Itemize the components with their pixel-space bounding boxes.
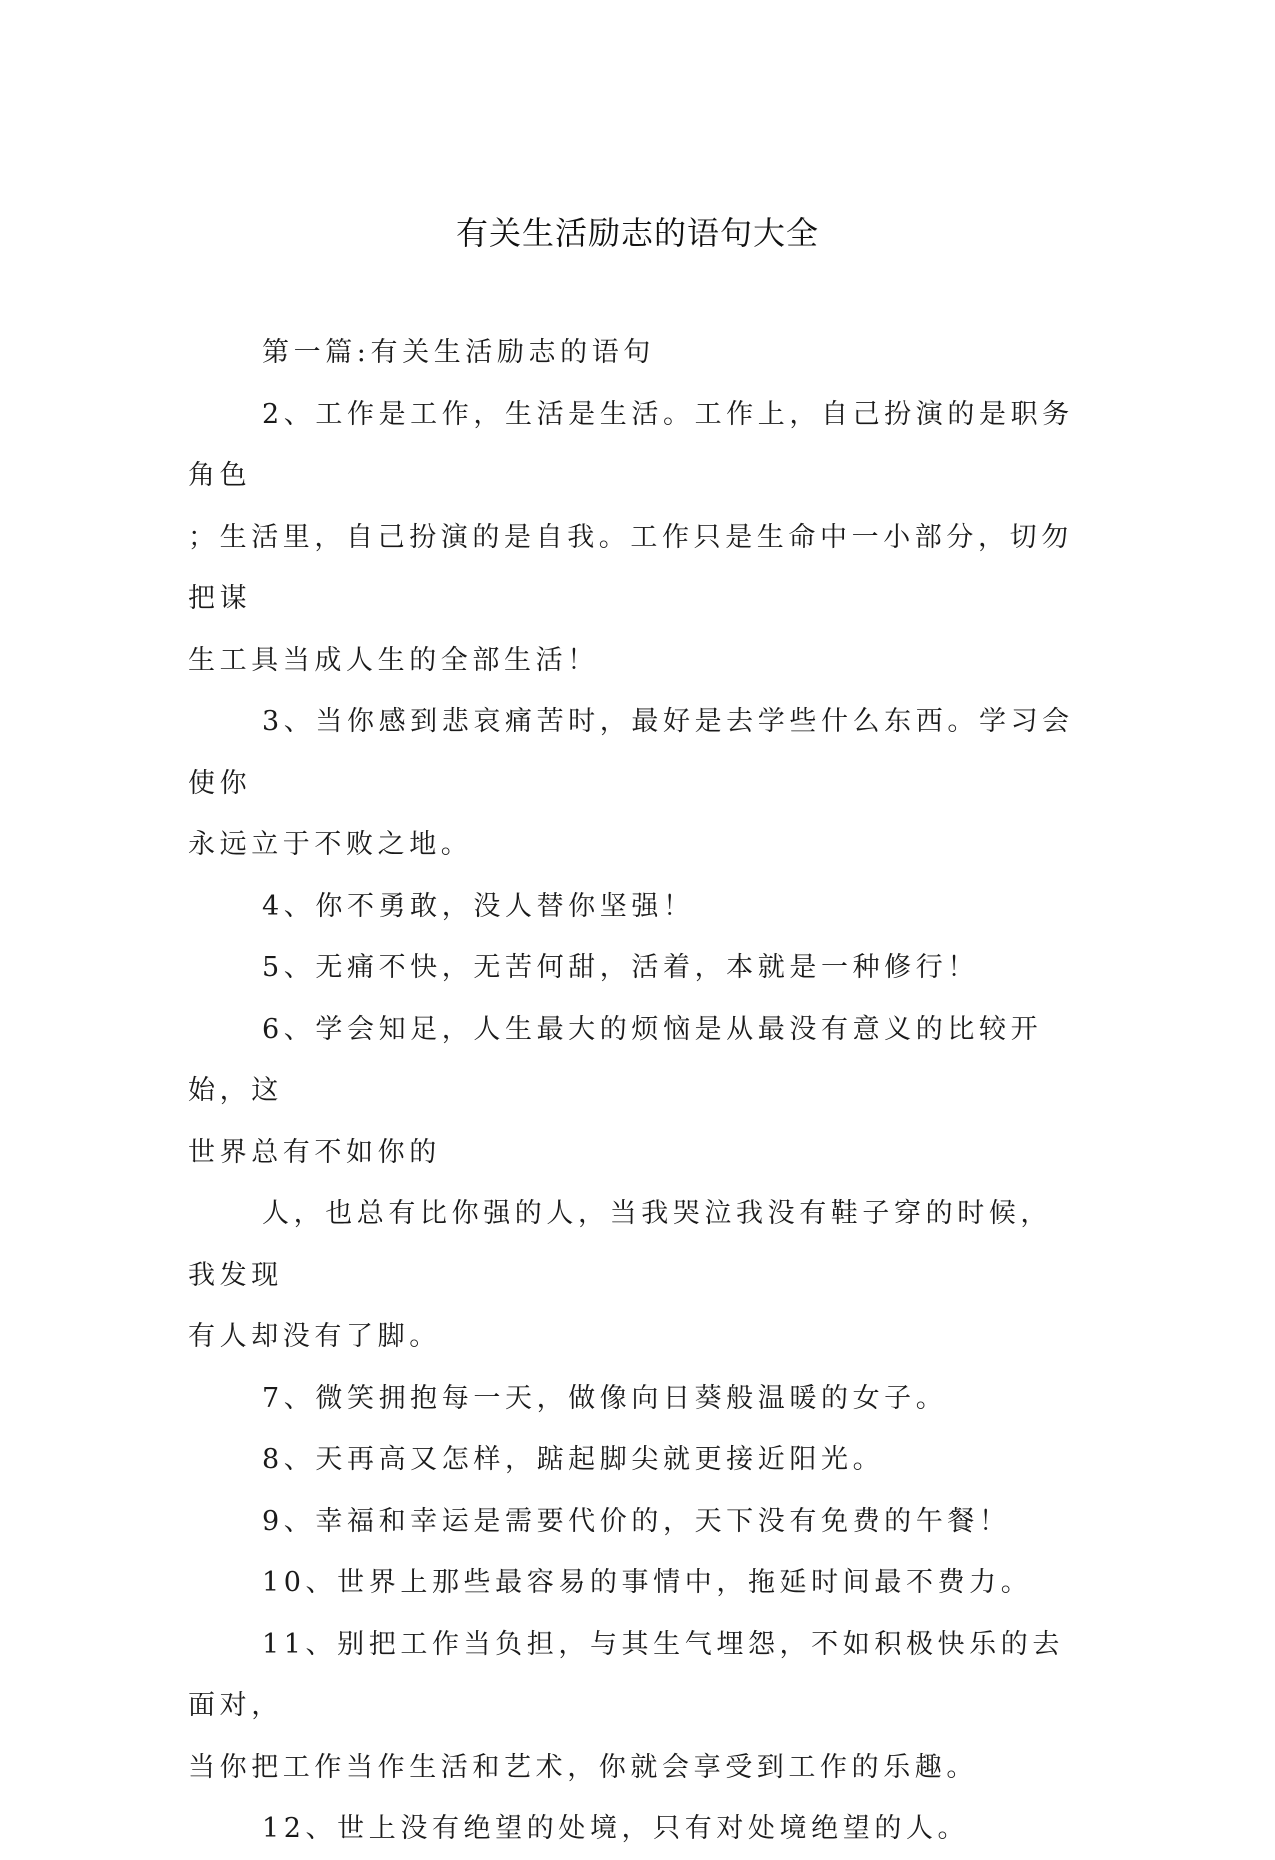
- paragraph-line: 4、你不勇敢，没人替你坚强！: [262, 890, 695, 922]
- paragraph: [188, 1368, 1078, 1430]
- paragraph-line: 8、天再高又怎样，踮起脚尖就更接近阳光。: [262, 1444, 885, 1475]
- paragraph-line: 6、学会知足，人生最大的烦恼是从最没有意义的比较开始，这: [188, 1013, 1043, 1106]
- paragraph-line: 12、世上没有绝望的处境，只有对处境绝望的人。: [262, 1813, 970, 1844]
- paragraph: [188, 1614, 1078, 1799]
- paragraph-line: 2、工作是工作，生活是生活。工作上，自己扮演的是职务角色: [188, 398, 1074, 491]
- document-title: 有关生活励志的语句大全: [455, 214, 819, 252]
- paragraph: [188, 1798, 1078, 1860]
- paragraph: [188, 999, 1078, 1184]
- paragraph: [188, 384, 1078, 692]
- paragraph: [188, 937, 1078, 999]
- paragraph-line: 永远立于不败之地。: [188, 829, 473, 860]
- paragraph-line: 人，也总有比你强的人，当我哭泣我没有鞋子穿的时候，我发现: [188, 1198, 1052, 1291]
- paragraph-line: 3、当你感到悲哀痛苦时，最好是去学些什么东西。学习会使你: [188, 706, 1074, 799]
- paragraph: [188, 876, 1078, 938]
- paragraph-line: 第一篇:有关生活励志的语句: [262, 337, 655, 368]
- paragraph: [188, 1552, 1078, 1614]
- paragraph-line: 7、微笑拥抱每一天，做像向日葵般温暖的女子。: [262, 1382, 948, 1414]
- paragraph-line: 11、别把工作当负担，与其生气埋怨，不如积极快乐的去面对，: [188, 1628, 1064, 1721]
- paragraph-line: 有人却没有了脚。: [188, 1321, 441, 1352]
- paragraph-line: 生工具当成人生的全部生活！: [188, 644, 599, 676]
- paragraph-line: 9、幸福和幸运是需要代价的，天下没有免费的午餐！: [262, 1505, 1011, 1537]
- paragraph-line: 世界总有不如你的: [188, 1136, 441, 1168]
- paragraph-line: ；生活里，自己扮演的是自我。工作只是生命中一小部分，切勿把谋: [188, 521, 1073, 614]
- paragraph-line: 当你把工作当作生活和艺术，你就会享受到工作的乐趣。: [188, 1751, 978, 1783]
- paragraph-line: 10、世界上那些最容易的事情中，拖延时间最不费力。: [262, 1567, 1033, 1598]
- paragraph: [188, 1429, 1078, 1491]
- paragraph: [188, 322, 1078, 384]
- paragraph: [188, 691, 1078, 876]
- paragraph: [188, 1183, 1078, 1368]
- paragraph: [188, 1491, 1078, 1553]
- document-body: [188, 322, 1078, 1860]
- paragraph-line: 5、无痛不快，无苦何甜，活着，本就是一种修行！: [262, 952, 979, 983]
